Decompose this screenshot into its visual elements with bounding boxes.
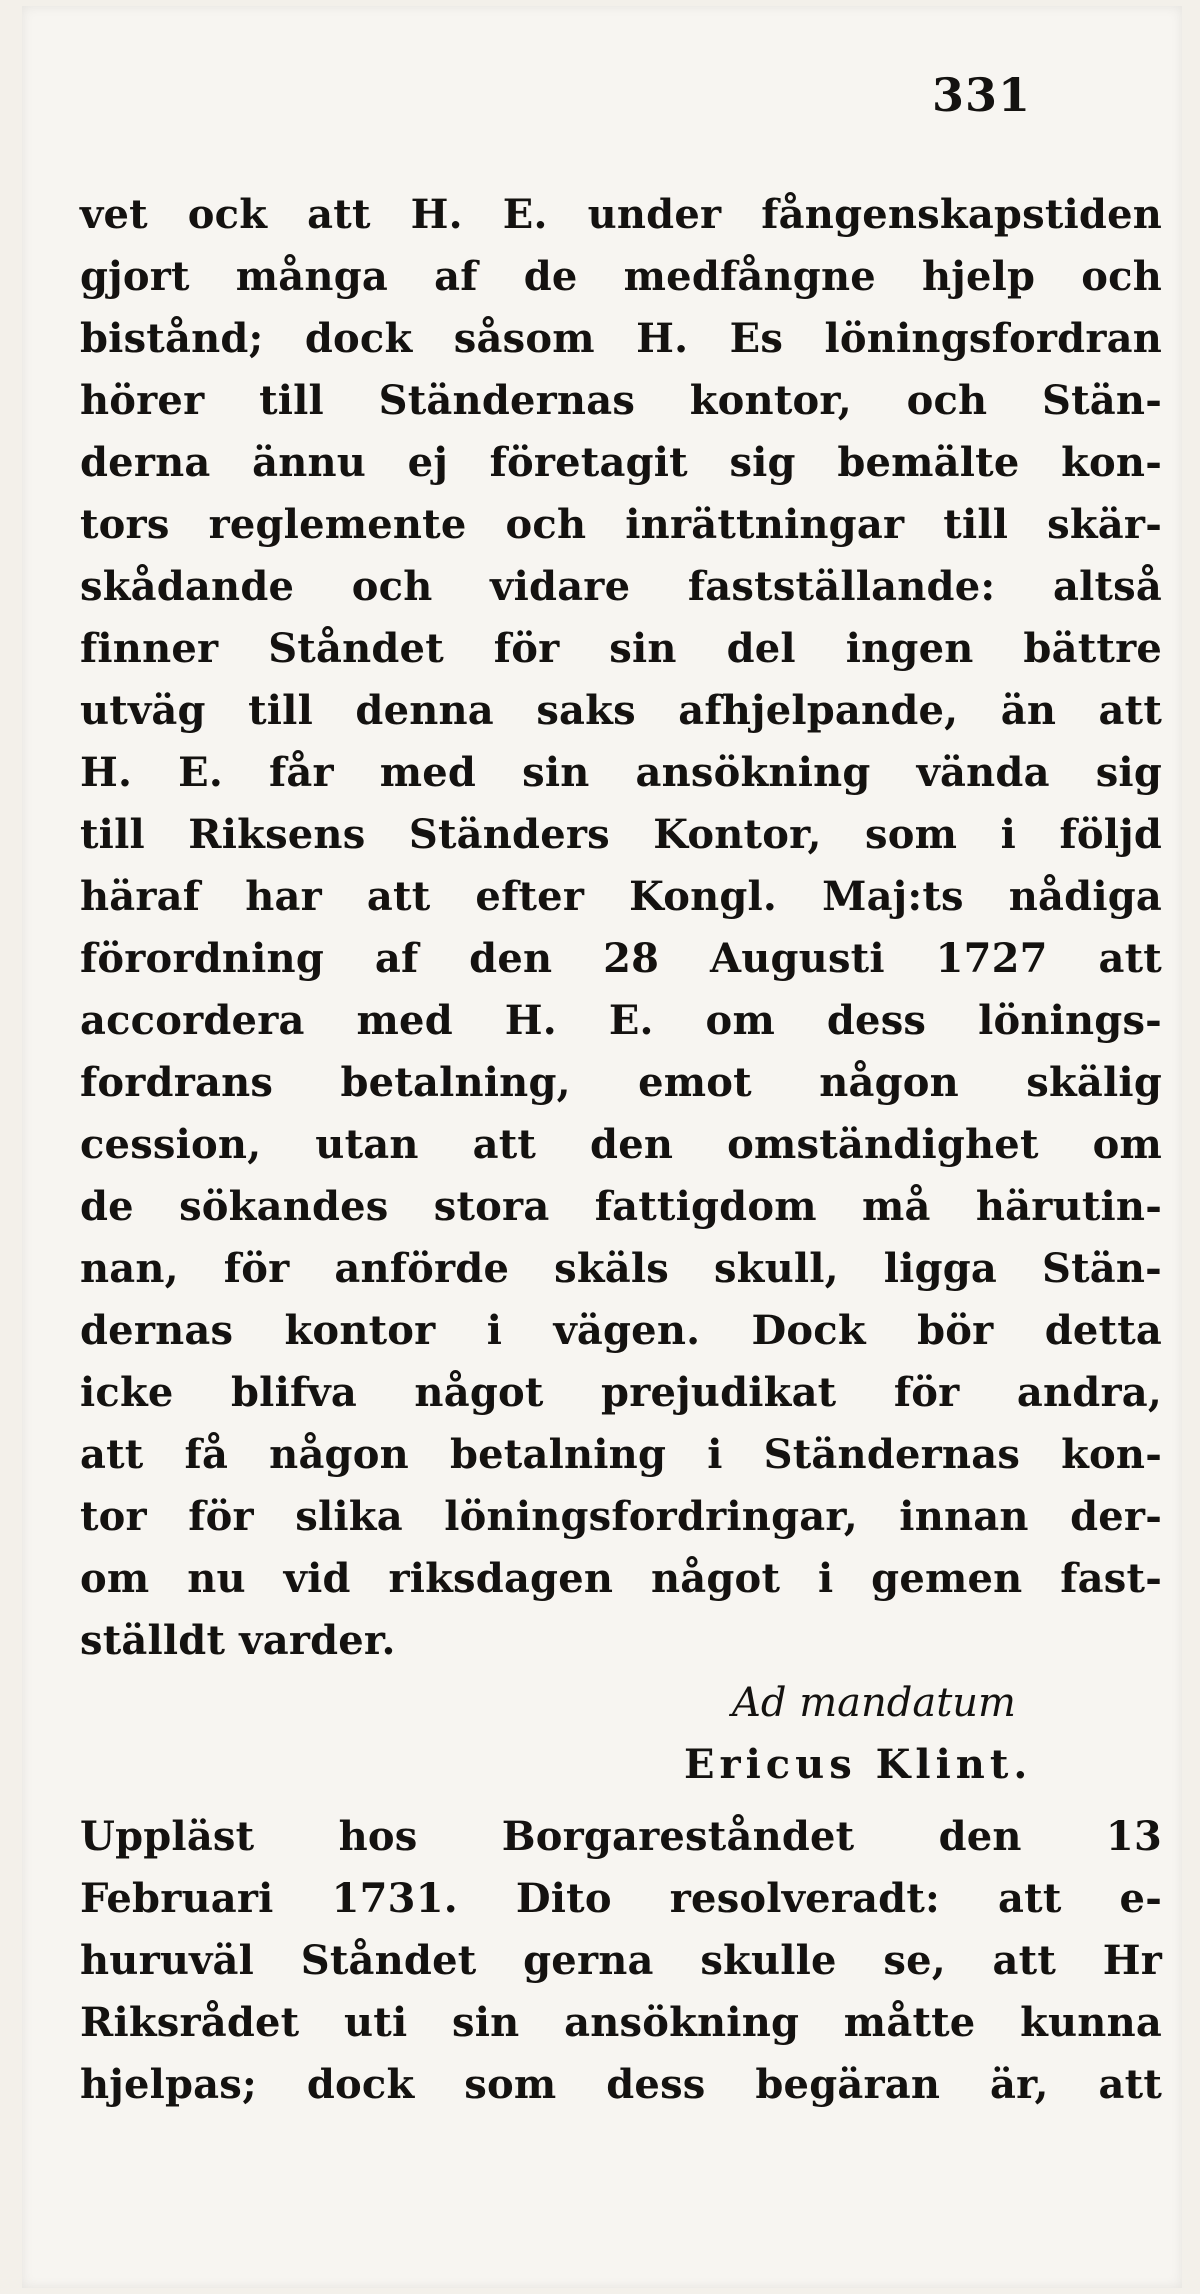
text-line: Riksrådet uti sin ansökning måtte kunna [80,1999,1162,2046]
book-page [22,6,1182,2288]
text-line: dernas kontor i vägen. Dock bör detta [80,1307,1162,1354]
text-line: icke blifva något prejudikat för andra, [80,1369,1162,1416]
text-line: hörer till Ständernas kontor, och Stän- [80,377,1162,424]
text-line: om nu vid riksdagen något i gemen fast- [80,1555,1162,1602]
text-line: till Riksens Ständers Kontor, som i följd [80,811,1162,858]
resolution-paragraph [80,1806,1162,2116]
text-line: häraf har att efter Kongl. Maj:ts nådiga [80,873,1162,920]
text-line: gjort många af de medfångne hjelp och [80,253,1162,300]
text-line: H. E. får med sin ansökning vända sig [80,749,1162,796]
text-line: fordrans betalning, emot någon skälig [80,1059,1162,1106]
text-line: derna ännu ej företagit sig bemälte kon- [80,439,1162,486]
text-line: vet ock att H. E. under fångenskapstiden [80,191,1162,238]
text-line: Februari 1731. Dito resolveradt: att e- [80,1875,1162,1922]
text-line: nan, för anförde skäls skull, ligga Stän- [80,1245,1162,1292]
text-line: huruväl Ståndet gerna skulle se, att Hr [80,1937,1162,1984]
page-number: 331 [932,68,1032,122]
text-line: tors reglemente och inrättningar till skär- [80,501,1162,548]
text-line: bistånd; dock såsom H. Es löningsfordran [80,315,1162,362]
text-line: tor för slika löningsfordringar, innan der- [80,1493,1162,1540]
text-line: finner Ståndet för sin del ingen bättre [80,625,1162,672]
text-line: Uppläst hos Borgareståndet den 13 [80,1813,1162,1860]
text-line: cession, utan att den omständighet om [80,1121,1162,1168]
closing-phrase: Ad mandatum [732,1680,1016,1726]
text-line: att få någon betalning i Ständernas kon- [80,1431,1162,1478]
text-line: ställdt varder. [80,1617,396,1664]
text-line: utväg till denna saks afhjelpande, än att [80,687,1162,734]
letter-paragraph [80,184,1162,1672]
text-line: hjelpas; dock som dess begäran är, att [80,2061,1162,2108]
text-line: förordning af den 28 Augusti 1727 att [80,935,1162,982]
signature: Ericus Klint. [684,1741,1033,1788]
text-line: de sökandes stora fattigdom må härutin- [80,1183,1162,1230]
paragraph-spacer [80,1796,1162,1806]
page-body [80,184,1162,2116]
text-line: accordera med H. E. om dess lönings- [80,997,1162,1044]
text-line: skådande och vidare fastställande: altså [80,563,1162,610]
